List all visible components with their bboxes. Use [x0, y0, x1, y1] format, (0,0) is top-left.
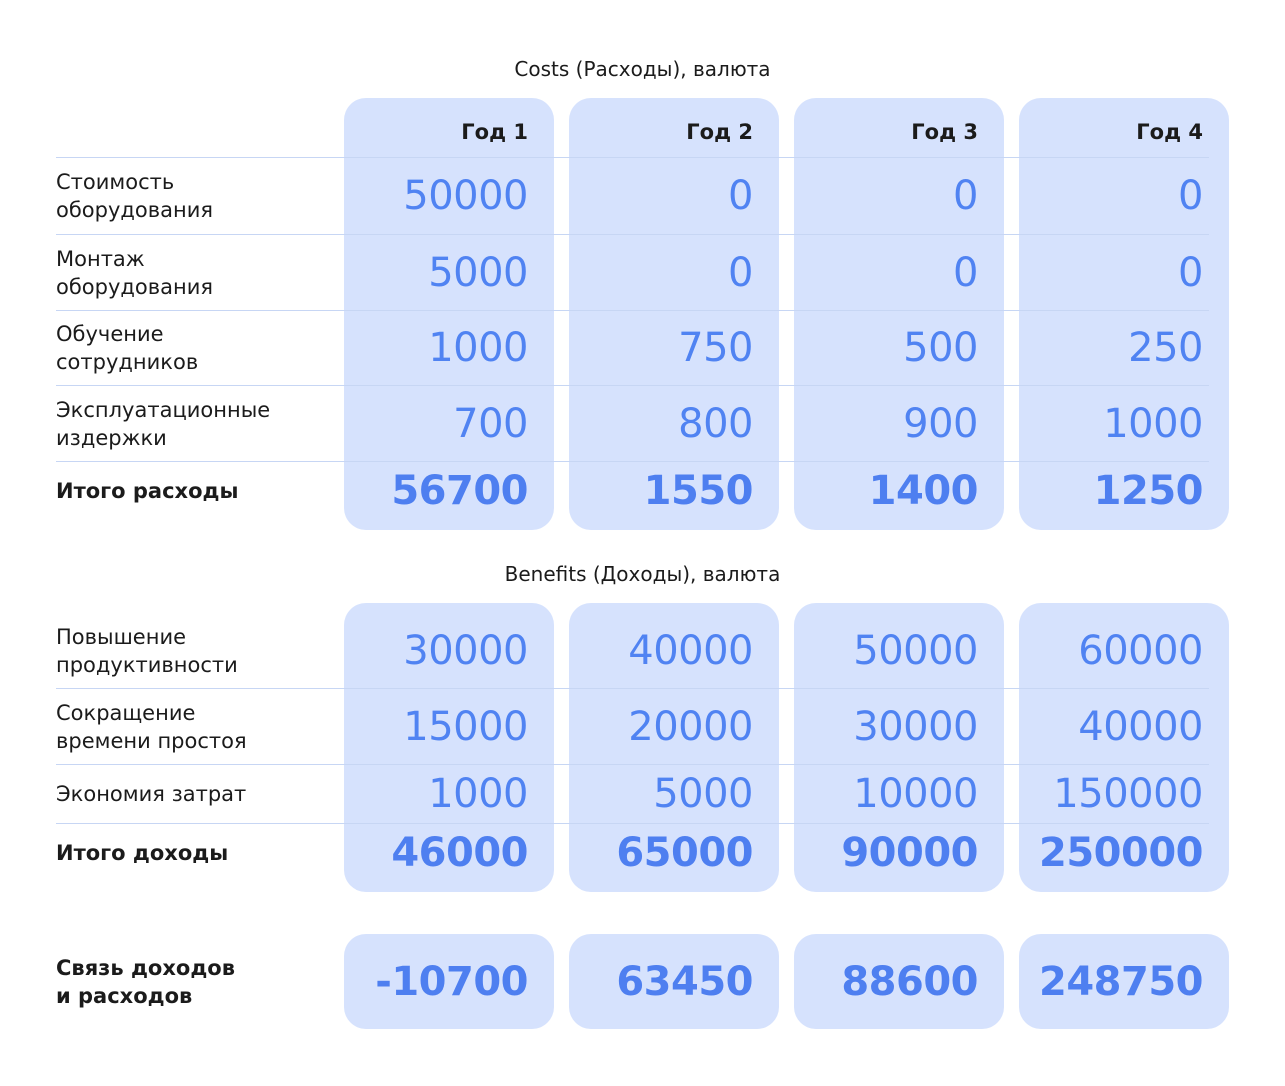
net-label: Связь доходов и расходов [56, 955, 236, 1008]
cell-value: 0 [1178, 173, 1203, 219]
cell-value: 900 [903, 400, 978, 447]
cell-value: 0 [953, 173, 978, 219]
cell-value: 750 [678, 325, 753, 371]
table-row [56, 689, 1209, 765]
row-label: Стоимость оборудования [56, 170, 214, 222]
benefits-total-row [56, 824, 1209, 882]
header-year-2: Год 2 [686, 119, 753, 144]
cell-value: 50000 [853, 627, 978, 674]
row-label: Монтаж оборудования [56, 246, 214, 299]
net-value: 88600 [841, 958, 978, 1005]
cell-value: 800 [678, 400, 753, 447]
cell-value: 0 [728, 173, 753, 219]
net-row [56, 934, 1209, 1029]
cell-value: 250 [1128, 325, 1203, 371]
table-row [56, 311, 1209, 386]
benefits-total-value: 90000 [841, 830, 978, 876]
cell-value: 30000 [403, 627, 528, 674]
costs-total-value: 56700 [391, 468, 528, 514]
header-year-3: Год 3 [911, 119, 978, 144]
cell-value: 40000 [628, 627, 753, 674]
table-row [56, 386, 1209, 462]
cell-value: 0 [728, 249, 753, 296]
benefits-total-value: 46000 [391, 830, 528, 876]
cell-value: 5000 [653, 771, 753, 817]
cell-value: 15000 [403, 703, 528, 750]
cell-value: 1000 [1103, 400, 1203, 447]
costs-total-value: 1400 [868, 468, 978, 514]
table-row [56, 235, 1209, 311]
header-year-1: Год 1 [461, 119, 528, 144]
cell-value: 20000 [628, 703, 753, 750]
row-label: Сокращение времени простоя [56, 700, 247, 753]
cell-value: 700 [453, 400, 528, 447]
benefits-total-label: Итого доходы [56, 841, 229, 865]
costs-total-value: 1550 [643, 468, 753, 514]
benefits-total-value: 65000 [616, 830, 753, 876]
net-value: 248750 [1039, 958, 1203, 1005]
cell-value: 10000 [853, 771, 978, 817]
table-row [56, 765, 1209, 824]
costs-header-row [56, 106, 1209, 158]
row-label: Повышение продуктивности [56, 624, 238, 677]
net-value: 63450 [616, 958, 753, 1005]
cell-value: 1000 [428, 771, 528, 817]
costs-total-row [56, 462, 1209, 520]
cell-value: 40000 [1078, 703, 1203, 750]
costs-total-value: 1250 [1093, 468, 1203, 514]
cell-value: 0 [953, 249, 978, 296]
benefits-total-value: 250000 [1039, 830, 1203, 876]
row-label: Экономия затрат [56, 782, 247, 806]
cell-value: 0 [1178, 249, 1203, 296]
costs-section-title: Costs (Расходы), валюта [514, 57, 771, 81]
cell-value: 30000 [853, 703, 978, 750]
header-year-4: Год 4 [1136, 119, 1203, 144]
row-label: Эксплуатационные издержки [56, 397, 271, 450]
cell-value: 5000 [428, 249, 528, 296]
cell-value: 60000 [1078, 627, 1203, 674]
net-value: -10700 [375, 958, 528, 1005]
table-row [56, 158, 1209, 235]
row-label: Обучение сотрудников [56, 322, 199, 374]
cell-value: 1000 [428, 325, 528, 371]
table-row [56, 613, 1209, 689]
costs-total-label: Итого расходы [56, 479, 239, 503]
cell-value: 500 [903, 325, 978, 371]
cell-value: 150000 [1053, 771, 1203, 817]
cell-value: 50000 [403, 173, 528, 219]
benefits-section-title: Benefits (Доходы), валюта [504, 562, 781, 586]
